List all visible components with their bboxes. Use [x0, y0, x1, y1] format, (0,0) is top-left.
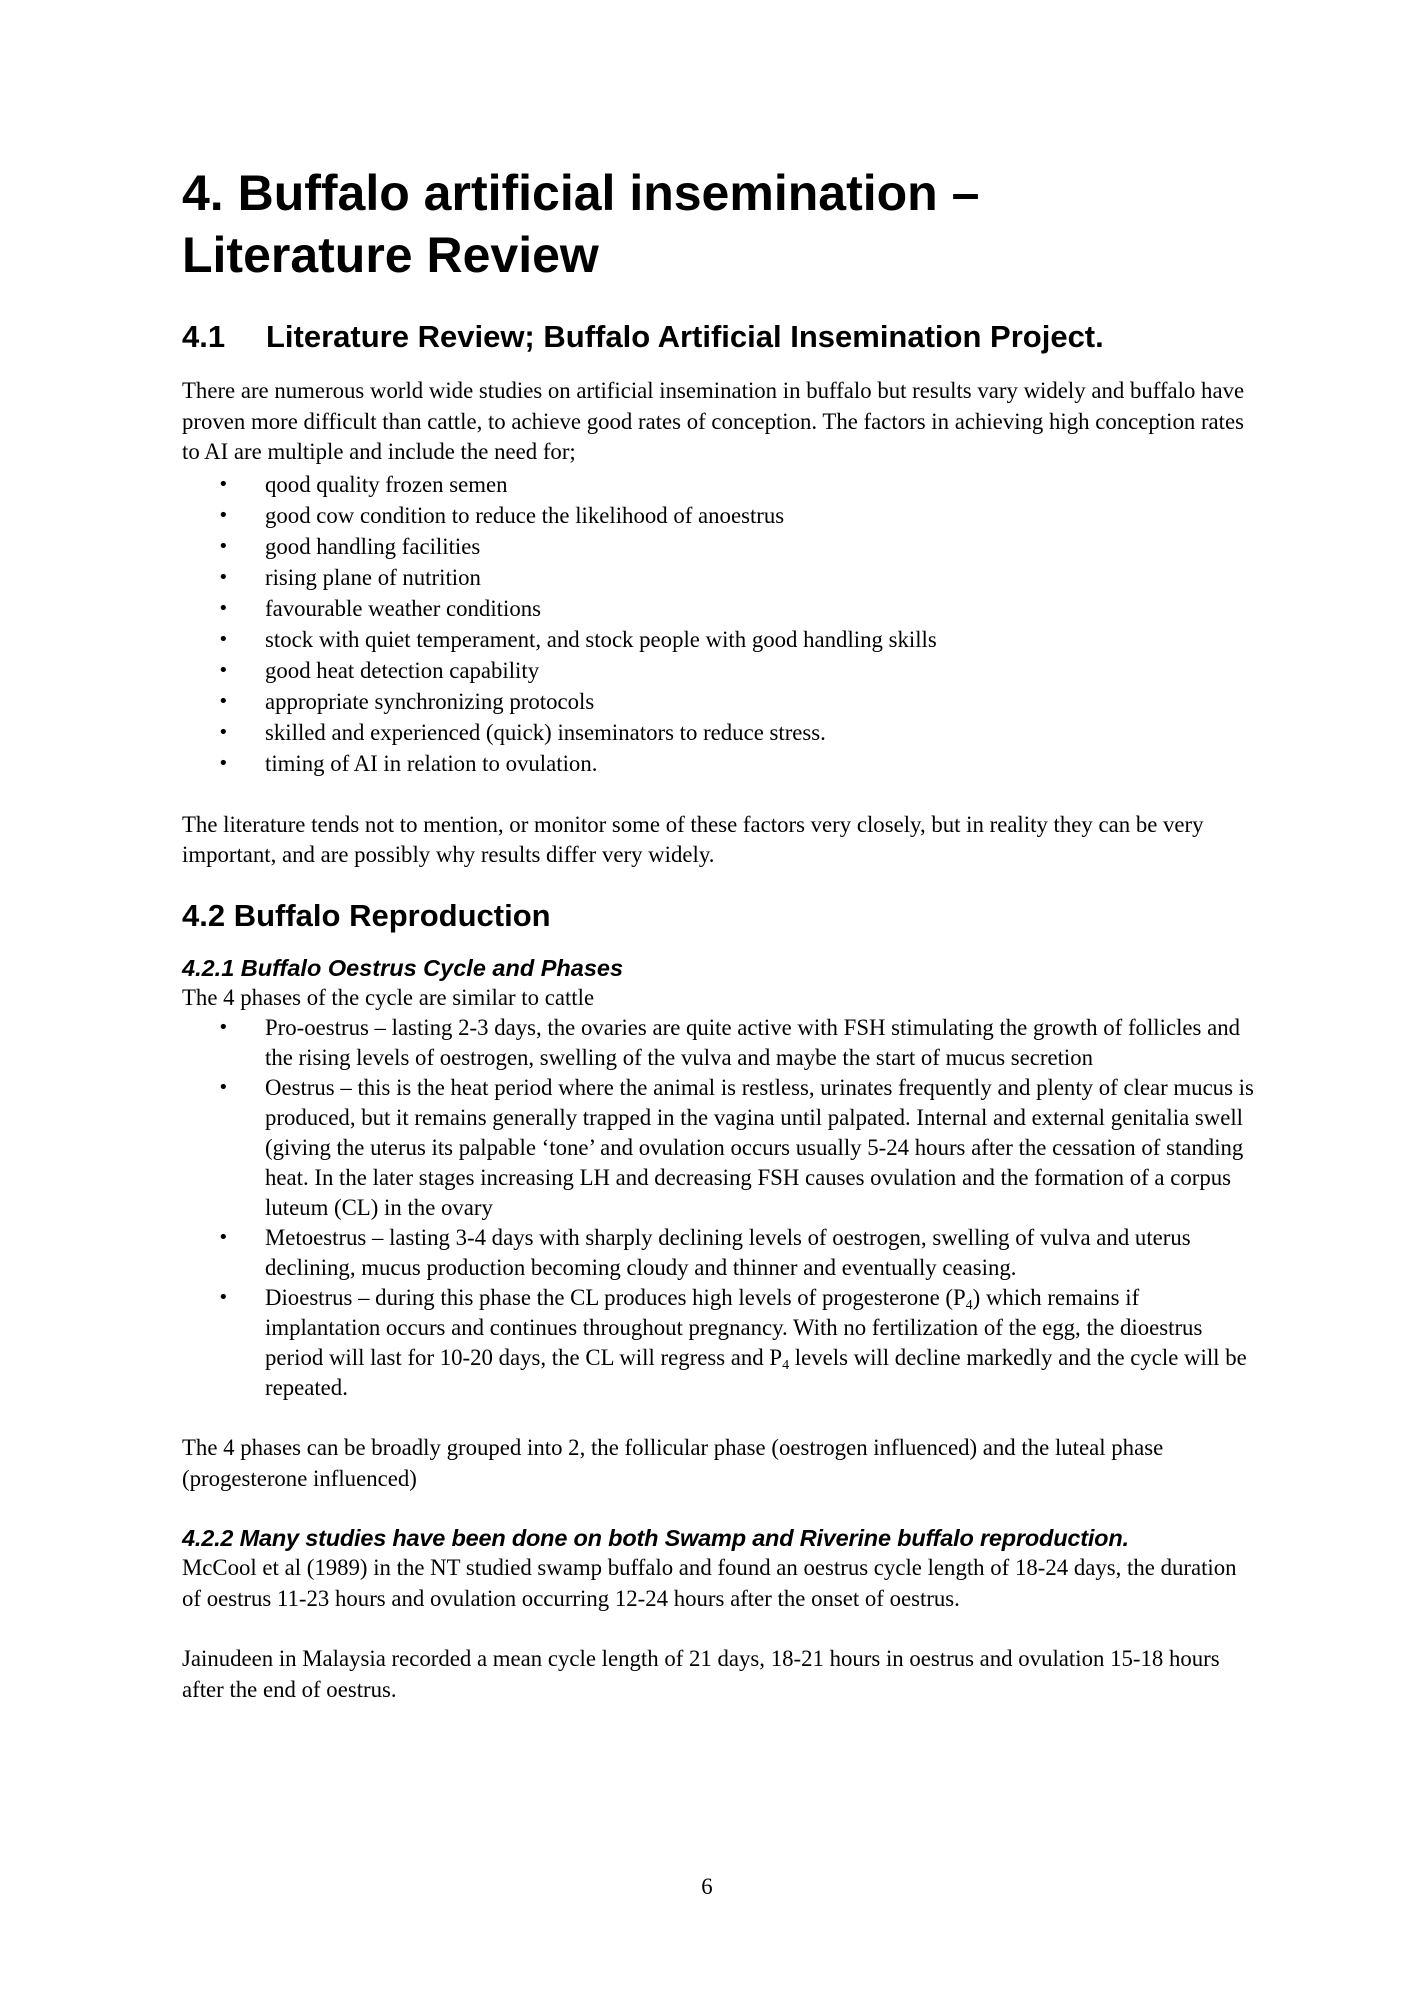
list-item: • timing of AI in relation to ovulation.: [182, 748, 1260, 779]
bullet-icon: •: [218, 504, 229, 526]
section-4-1-heading: [182, 318, 1260, 356]
list-item: • Dioestrus – during this phase the CL produces high levels of progesterone $(P_4)$ which remains if implantation occurs and continues throughout pregnancy. With no fertilization of the egg, the dioestrus period will last for 10-20 days, the CL will regress and $P_4$ levels will decline markedly and the cycle will be repeated.: [218, 1285, 1247, 1400]
list-item: • qood quality frozen semen: [182, 469, 1260, 500]
section-4-2-heading: 4.2 Buffalo Reproduction: [182, 897, 551, 933]
subsection-4-2-1-closing: The 4 phases can be broadly grouped into 2, the follicular phase (oestrogen influenced) and the luteal phase (progesterone influenced): [182, 1435, 1164, 1491]
page-number: 6: [701, 1874, 713, 1899]
list-item: • good cow condition to reduce the likelihood of anoestrus: [182, 500, 1260, 531]
list-item: • stock with quiet temperament, and stock people with good handling skills: [182, 624, 1260, 655]
page-content: [182, 162, 1260, 1705]
list-item: • Pro-oestrus – lasting 2-3 days, the ovaries are quite active with FSH stimulating the growth of follicles and the rising levels of oestrogen, swelling of the vulva and maybe the start of mucus secretion: [218, 1015, 1241, 1070]
subsection-4-2-2-para1: McCool et al (1989) in the NT studied swamp buffalo and found an oestrus cycle length of 18-24 days, the duration of oestrus 11-23 hours and ovulation occurring 12-24 hours after the onset of oestrus.: [182, 1555, 1237, 1611]
bullet-icon: •: [218, 473, 229, 495]
chapter-title: [182, 162, 1260, 286]
list-item: • good heat detection capability: [182, 655, 1260, 686]
list-item: • Metoestrus – lasting 3-4 days with sharply declining levels of oestrogen, swelling of vulva and uterus declining, mucus production becoming cloudy and thinner and eventually ceasing.: [218, 1225, 1191, 1280]
subsection-4-2-2-heading: 4.2.2 Many studies have been done on both Swamp and Riverine buffalo reproduction.: [182, 1525, 1129, 1551]
bullet-icon: •: [218, 752, 229, 774]
subsection-4-2-1-heading: 4.2.1 Buffalo Oestrus Cycle and Phases: [182, 954, 624, 981]
bullet-icon: •: [218, 690, 229, 712]
list-item: • appropriate synchronizing protocols: [182, 686, 1260, 717]
section-title: Literature Review; Buffalo Artificial Insemination Project.: [266, 319, 1104, 354]
chapter-title-line1: 4. Buffalo artificial insemination –: [182, 165, 980, 221]
section-4-1-closing: The literature tends not to mention, or monitor some of these factors very closely, but in reality they can be very important, and are possibly why results differ very widely.: [182, 811, 1204, 867]
subsection-4-2-2-para2: Jainudeen in Malaysia recorded a mean cycle length of 21 days, 18-21 hours in oestrus and ovulation 15-18 hours after the end of oestrus.: [182, 1646, 1220, 1702]
list-item: • favourable weather conditions: [182, 593, 1260, 624]
list-item: • rising plane of nutrition: [182, 562, 1260, 593]
phases-list: [182, 1013, 1260, 1403]
bullet-icon: •: [218, 1287, 229, 1308]
bullet-icon: •: [218, 1017, 229, 1038]
bullet-icon: •: [218, 597, 229, 619]
bullet-icon: •: [218, 659, 229, 681]
bullet-icon: •: [218, 1077, 229, 1098]
list-item: • good handling facilities: [182, 531, 1260, 562]
section-number: 4.1: [182, 319, 226, 354]
chapter-title-line2: Literature Review: [182, 227, 599, 283]
list-item: • skilled and experienced (quick) inseminators to reduce stress.: [182, 717, 1260, 748]
subsection-4-2-1-intro: The 4 phases of the cycle are similar to cattle: [182, 984, 595, 1010]
bullet-icon: •: [218, 566, 229, 588]
factors-list: [182, 469, 1260, 779]
bullet-icon: •: [218, 628, 229, 650]
section-4-1-intro: There are numerous world wide studies on artificial insemination in buffalo but results vary widely and buffalo have proven more difficult than cattle, to achieve good rates of conception. The factors in achieving high conception rates to AI are multiple and include the need for;: [182, 378, 1245, 464]
list-item: • Oestrus – this is the heat period where the animal is restless, urinates frequently and plenty of clear mucus is produced, but it remains generally trapped in the vagina until palpated. Internal and external genitalia swell (giving the uterus its palpable ‘tone’ and ovulation occurs usually 5-24 hours after the cessation of standing heat. In the later stages increasing LH and decreasing FSH causes ovulation and the formation of a corpus luteum (CL) in the ovary: [218, 1075, 1254, 1220]
bullet-icon: •: [218, 1227, 229, 1248]
bullet-icon: •: [218, 721, 229, 743]
bullet-icon: •: [218, 535, 229, 557]
